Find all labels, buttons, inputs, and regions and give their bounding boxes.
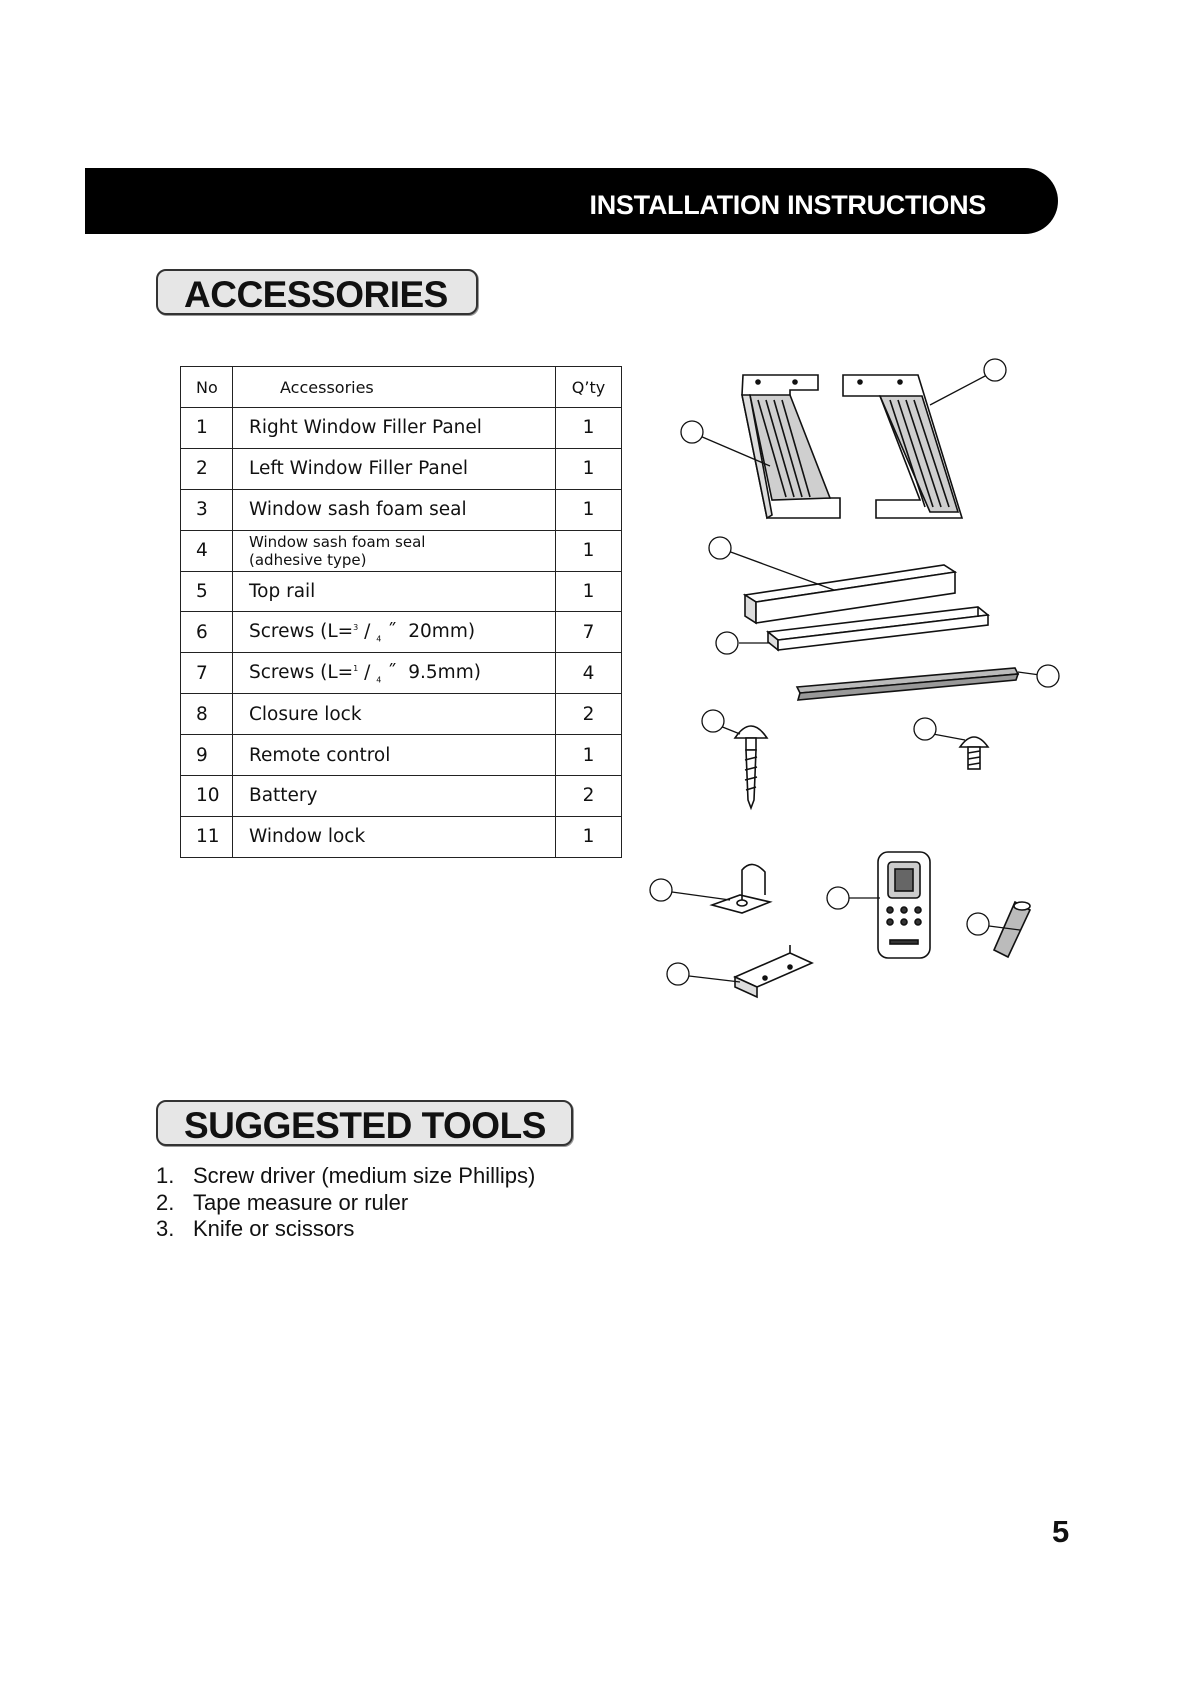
row-name: Screws (L=$^1$ / $_4$ ˝ 9.5mm) [233,653,556,694]
row-qty: 1 [556,571,622,612]
row-no: 10 [181,776,233,817]
callout-circle [827,887,849,909]
callout-circle [984,359,1006,381]
list-item [156,1190,535,1217]
list-item-text: Knife or scissors [193,1216,355,1241]
suggested-tools-heading-box [156,1100,573,1146]
row-no: 11 [181,816,233,857]
page-number: 5 [1052,1514,1070,1549]
table-row [181,530,622,571]
table-row [181,612,622,653]
table-row [181,448,622,489]
row-no: 5 [181,571,233,612]
callout-circle [914,718,936,740]
row-name: Window lock [233,816,556,857]
screw-name-suffix: 20mm) [408,621,476,643]
row-no: 3 [181,489,233,530]
row-name: Top rail [233,571,556,612]
row-no: 1 [181,408,233,449]
column-header-accessories: Accessories [233,367,556,408]
table-row [181,571,622,612]
accessories-heading: ACCESSORIES [184,274,448,315]
row-qty: 1 [556,408,622,449]
row-name: Screws (L=$^3$ / $_4$ ˝ 20mm) [233,612,556,653]
left-window-filler-panel-drawing [843,375,962,518]
row-qty: 2 [556,776,622,817]
table-row [181,489,622,530]
screw-name-prefix: Screws (L= [249,661,354,683]
screw-name-prefix: Screws (L= [249,621,354,643]
list-item-number: 3. [156,1216,175,1241]
row-name: Closure lock [233,694,556,735]
fraction-denominator: 4 [376,675,382,685]
list-item-number: 1. [156,1163,175,1188]
screw-name-suffix: 9.5mm) [408,661,481,683]
list-item [156,1216,535,1243]
row-name-line2: (adhesive type) [249,550,367,569]
row-qty: 1 [556,489,622,530]
list-item-text: Screw driver (medium size Phillips) [193,1163,536,1188]
list-item-text: Tape measure or ruler [193,1189,409,1215]
accessories-table [180,366,622,858]
row-qty: 1 [556,735,622,776]
remote-control-drawing [878,852,930,958]
fraction-numerator: 3 [353,622,359,632]
row-no: 4 [181,530,233,571]
table-row [181,776,622,817]
adhesive-foam-seal-drawing [797,668,1018,700]
row-qty: 4 [556,653,622,694]
row-qty: 1 [556,530,622,571]
accessories-illustration [620,340,1060,1020]
row-name: Right Window Filler Panel [233,408,556,449]
table-row [181,694,622,735]
accessories-heading-box [156,269,478,315]
row-name-line1: Window sash foam seal [249,532,426,551]
page-title: INSTALLATION INSTRUCTIONS [589,190,986,220]
long-screw-drawing [735,726,767,808]
window-lock-drawing [735,945,812,997]
column-header-no: No [181,367,233,408]
callout-circle [967,913,989,935]
row-name: Window sash foam seal [233,489,556,530]
row-no: 2 [181,448,233,489]
row-name [233,530,556,571]
table-header-row [181,367,622,408]
table-row [181,735,622,776]
short-screw-drawing [960,737,988,769]
header-bar [85,168,1058,234]
row-no: 6 [181,612,233,653]
callout-circle [702,710,724,732]
row-name: Battery [233,776,556,817]
fraction-numerator: 1 [353,663,359,673]
callout-circle [681,421,703,443]
callout-circle [1037,665,1059,687]
list-item-number: 2. [156,1189,175,1215]
closure-lock-drawing [712,864,770,913]
list-item [156,1163,535,1190]
fraction-denominator: 4 [376,634,382,644]
callout-circle [716,632,738,654]
callout-circle [709,537,731,559]
row-no: 8 [181,694,233,735]
callout-circle [667,963,689,985]
callout-circle [650,879,672,901]
suggested-tools-list [156,1163,535,1243]
column-header-qty: Q’ty [556,367,622,408]
row-name: Remote control [233,735,556,776]
right-window-filler-panel-drawing [742,375,840,518]
table-row [181,408,622,449]
row-qty: 2 [556,694,622,735]
row-qty: 1 [556,816,622,857]
row-no: 7 [181,653,233,694]
table-row [181,653,622,694]
row-qty: 7 [556,612,622,653]
table-row [181,816,622,857]
row-no: 9 [181,735,233,776]
row-name: Left Window Filler Panel [233,448,556,489]
row-qty: 1 [556,448,622,489]
suggested-tools-heading: SUGGESTED TOOLS [184,1105,546,1146]
